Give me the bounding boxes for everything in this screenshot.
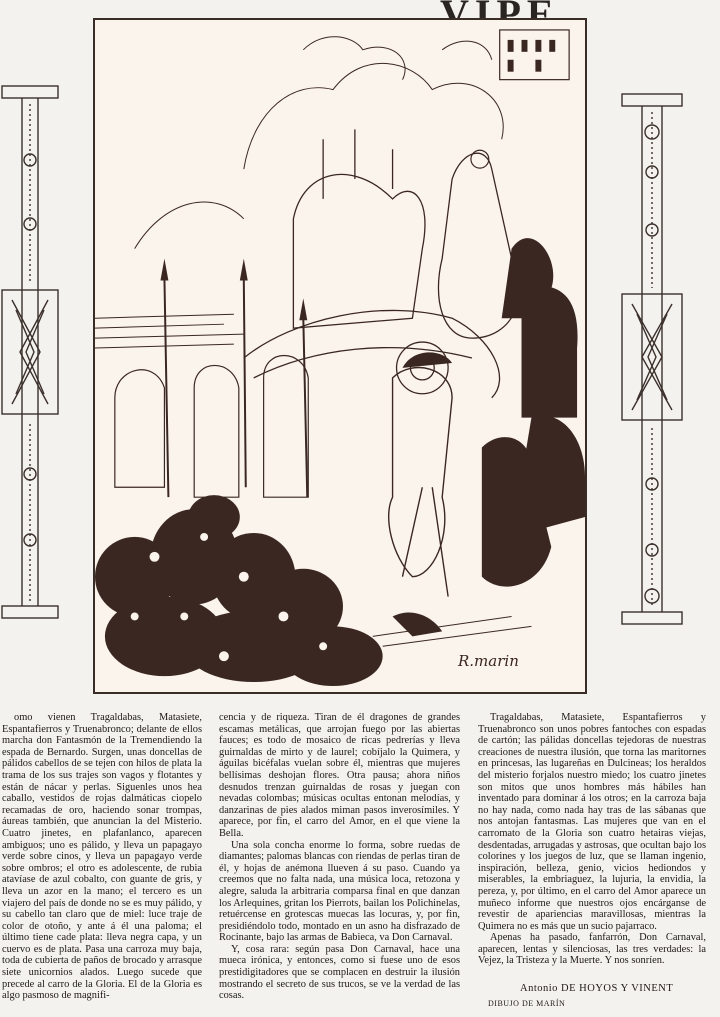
right-ornament-border	[620, 92, 684, 626]
carnival-illustration	[93, 18, 587, 694]
article-column-3	[478, 712, 706, 967]
left-ornament-border	[0, 84, 60, 620]
article-body	[0, 712, 720, 1017]
article-author: Antonio DE HOYOS Y VINENT	[520, 983, 674, 994]
article-column-1	[2, 712, 202, 1002]
paragraph: Una sola concha enorme lo forma, sobre ruedas de diamantes; palomas blancas con riendas de perlas tiran de él, y hojas de anémona llueven á su paso. Cuando ya creemos que no falta nada, una música loca, retozona y alegre, saluda la arbitraria comparsa final en que danzan los Arlequines, gritan los Pierrots, bailan los Polichinelas, retuércense en grotescas muecas las locuras, y, por fin, presidiéndolo todo, montado en un asno ha disfrazado de Rocinante, bajo las armas de Babieca, va Don Carnaval.	[219, 839, 460, 944]
paragraph: Y, cosa rara: según pasa Don Carnaval, hace una mueca irónica, y entonces, como si fuese uno de esos prestidigitadores que se complacen en destruir la ilusión mostrando el secreto de sus trucos, se ve la verdad de las cosas.	[219, 943, 460, 1002]
artist-signature: R.marin	[458, 652, 519, 670]
article-column-2	[219, 712, 460, 1002]
paragraph: cencia y de riqueza. Tiran de él dragones de grandes escamas metálicas, que arrojan fuego por las abiertas fauces; es todo de mosaico de ricas pedrerías y lleva guirnaldas de mirto y de laurel; cobíjalo la Quimera, y águilas bicéfalas vuelan sobre él, mientras que mujeres bellísimas deshojan flores. Otra pausa; ahora niños desnudos trenzan guirnaldas de rosas y juegan con nevadas colombas; músicas ocultas entonan melodías, y danzarinas de pies alados miman pasos inverosímiles. Y aparece, por fin, el carro del Amor, en el que viene la Bella.	[219, 712, 460, 839]
paragraph: Apenas ha pasado, fanfarrón, Don Carnaval, aparecen, lentas y silenciosas, las tres verdades: la Vejez, la Tristeza y la Muerte. Y nos sonríen.	[478, 932, 706, 967]
paragraph: Tragaldabas, Matasiete, Espantafierros y Truenabronco son unos pobres fantoches con espadas de cartón; las pálidas doncellas tejedoras de nuestras creaciones de nuestra ilusión, que torna las maritornes en princesas, las lugareñas en Dulcineas; los heraldos del misterio forjalos nuestro miedo; los cuatro jinetes son mitos que unos hombres más hábiles han inventado para dominar á los otros; en la carroza baja no hay nada, como nada hay tras de las sábanas que nos antojan fantasmas. Las mujeres que van en el carromato de la Gloria son cuatro hetairas viejas, desdentadas, arrugadas y astrosas, que ocultan bajo los colorines y los juegos de luz, que se llaman ingenio, inspiración, belleza, genio, vicios hediondos y miserables, la embriaguez, la lujuria, la envidia, la pereza, y, por último, en el carro del Amor aparece un muñeco informe que nuestros ojos encárganse de revestir de apariencias maravillosas, mientras la Quimera no es más que un sucio pajarraco.	[478, 712, 706, 932]
paragraph: omo vienen Tragaldabas, Matasiete, Espantafierros y Truenabronco; delante de ellos marcha don Fantasmón de la Tremendiendo la espada de Bernardo. Surgen, unas doncellas de pálidos cabellos de se tejen con hilos de plata la trama de los sus trajes son vagos y flotantes y están de nácar y perlas. Siguenles unos hea caballo, vestidos de rojas dalmáticas ciopelo recamadas de oro, haciendo sonar trompas, áureas también, que anuncian la del Misterio. Cuatro jinetes, en plafanlanco, aparecen ambiguos; uno es pálido, y lleva un papagayo verde sobre cinos, y lleva un papagayo verde sobre ombros; el otro es adolescente, de rubia atavíase de azul cobalto, con guante de gris, y lleva un azor en la mano; el tercero es un viajero del país de donde no se es muy pálido, y su cabello tan claro que de miel: luce traje de color de otoño, y ante á él una paloma; el último tiene cade plata: lleva negra capa, y un cuervo es de plata. Pasa una carroza muy baja, toda de cubierta de paños de brocado y arrasque siete unicornios alados. Luego sucede que precede al carro de la Gloria. El de la Gloria es algo pasmoso de magnifi-	[2, 712, 202, 1002]
illustration-credit: DIBUJO DE MARÍN	[488, 999, 566, 1008]
illustration-drawing	[95, 20, 585, 692]
